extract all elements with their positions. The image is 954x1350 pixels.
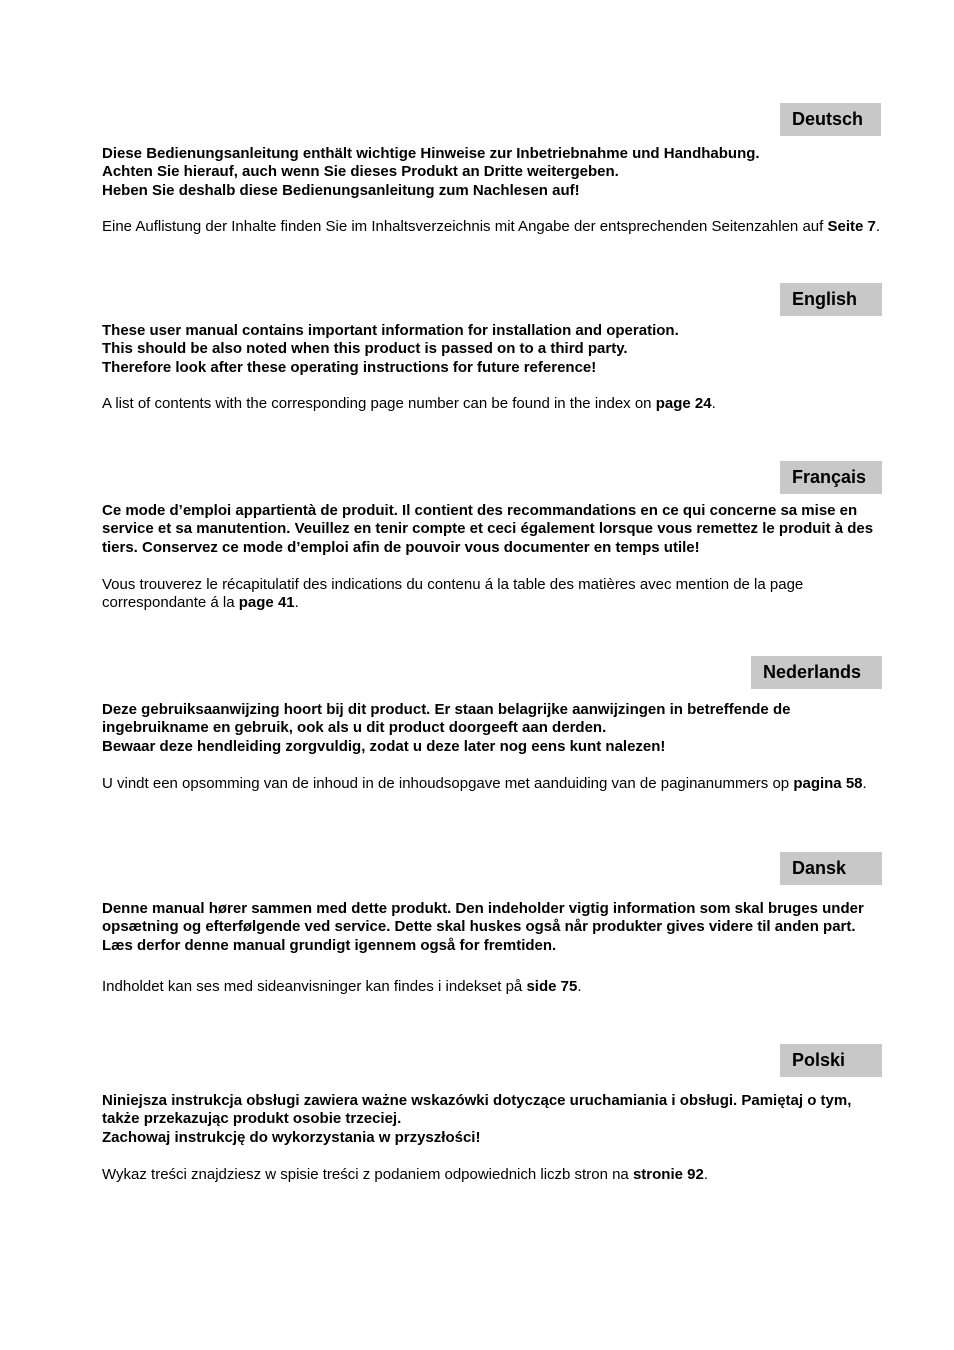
index-note-francais — [102, 576, 882, 613]
intro-english — [102, 322, 882, 377]
index-note-dansk — [102, 978, 882, 996]
index-note-text: Vous trouverez le récapitulatif des indications du contenu á la table des matières avec mention de la page correspondante á la — [102, 576, 804, 612]
index-note-text: Indholdet kan ses med sideanvisninger kan findes i indekset på — [102, 978, 527, 995]
intro-line: Bewaar deze hendleiding zorgvuldig, zodat u deze later nog eens kunt nalezen! — [102, 737, 666, 755]
intro-francais — [102, 502, 882, 557]
index-note-polski — [102, 1166, 882, 1184]
intro-polski — [102, 1092, 882, 1147]
index-note-end: . — [862, 775, 867, 792]
intro-line: Heben Sie deshalb diese Bedienungsanleitung zum Nachlesen auf! — [102, 181, 580, 199]
page-reference: pagina 58 — [793, 775, 863, 792]
intro-line: Deze gebruiksaanwijzing hoort bij dit product. Er staan belagrijke aanwijzingen in betreffende de ingebruikname en gebruik, ook als u dit product doorgeeft aan derden. — [102, 701, 791, 737]
intro-line: Denne manual hører sammen med dette produkt. Den indeholder vigtig information som skal bruges under opsætning og efterfølgende ved service. Dette skal huskes også når produkter gives videre til anden part. Læs derfor denne manual grundigt igennem også for fremtiden. — [102, 900, 864, 954]
intro-line: This should be also noted when this product is passed on to a third party. — [102, 340, 628, 358]
intro-deutsch — [102, 145, 882, 200]
index-note-deutsch — [102, 218, 882, 236]
intro-line: Diese Bedienungsanleitung enthält wichtige Hinweise zur Inbetriebnahme und Handhabung. — [102, 145, 760, 162]
index-note-nederlands — [102, 775, 882, 793]
index-note-text: U vindt een opsomming van de inhoud in de inhoudsopgave met aanduiding van de paginanummers op — [102, 775, 794, 792]
index-note-text: Wykaz treści znajdziesz w spisie treści z podaniem odpowiednich liczb stron na — [102, 1166, 633, 1183]
index-note-end: . — [711, 395, 716, 412]
index-note-end: . — [577, 978, 582, 995]
language-tag-english: English — [780, 283, 882, 316]
intro-line: Therefore look after these operating instructions for future reference! — [102, 358, 597, 376]
language-tag-dansk: Dansk — [780, 852, 882, 885]
intro-nederlands — [102, 701, 882, 756]
index-note-english — [102, 395, 882, 413]
index-note-end: . — [875, 218, 881, 235]
language-tag-polski: Polski — [780, 1044, 882, 1077]
intro-line: These user manual contains important information for installation and operation. — [102, 322, 679, 339]
page-reference: stronie 92 — [632, 1166, 704, 1183]
language-tag-deutsch: Deutsch — [780, 103, 881, 136]
index-note-end: . — [294, 594, 299, 612]
index-note-text: A list of contents with the corresponding page number can be found in the index on — [102, 395, 656, 412]
page-reference: side 75 — [526, 978, 578, 995]
language-tag-nederlands: Nederlands — [751, 656, 882, 689]
intro-line: Ce mode d’emploi appartientà de produit. Il contient des recommandations en ce qui concerne sa mise en service et sa manutention. Veuillez en tenir compte et ceci également lorsque vous remettez le produit à des tiers. Conservez ce mode d’emploi afin de pouvoir vous documenter en temps utile! — [102, 502, 874, 556]
intro-dansk — [102, 900, 882, 955]
page-reference: page 41 — [238, 594, 295, 612]
intro-line: Achten Sie hierauf, auch wenn Sie dieses Produkt an Dritte weitergeben. — [102, 163, 619, 181]
intro-line: Niniejsza instrukcja obsługi zawiera ważne wskazówki dotyczące uruchamiania i obsługi. Pamiętaj o tym, także przekazując produkt osobie trzeciej. — [102, 1092, 852, 1128]
index-note-end: . — [703, 1166, 708, 1183]
intro-line: Zachowaj instrukcję do wykorzystania w przyszłości! — [102, 1128, 481, 1146]
page-reference: page 24 — [655, 395, 712, 412]
page-reference: Seite 7 — [827, 218, 876, 235]
language-tag-francais: Français — [780, 461, 882, 494]
index-note-text: Eine Auflistung der Inhalte finden Sie im Inhaltsverzeichnis mit Angabe der entsprechenden Seitenzahlen auf — [102, 218, 828, 235]
